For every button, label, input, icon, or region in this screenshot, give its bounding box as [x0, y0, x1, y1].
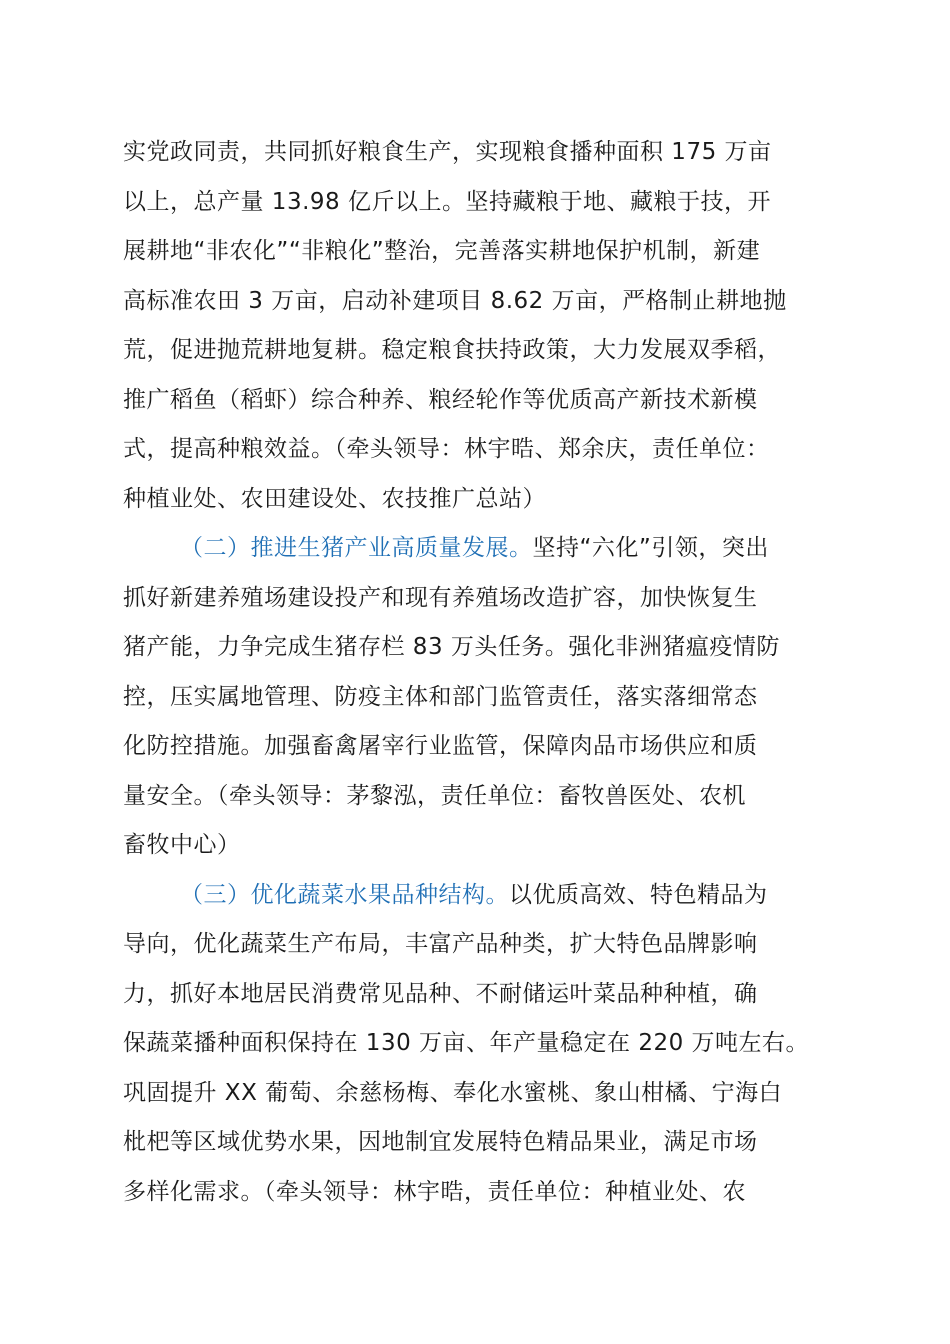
- paragraph-vegetables-fruit: [123, 871, 841, 1218]
- text-line: 多样化需求。（牵头领导：林宇晧，责任单位：种植业处、农: [123, 1178, 746, 1205]
- document-body: [123, 128, 841, 1217]
- text-line: 抓好新建养殖场建设投产和现有养殖场改造扩容，加快恢复生: [123, 584, 758, 611]
- paragraph-pig-industry: [123, 524, 841, 871]
- text-line: 式，提高种粮效益。（牵头领导：林宇晧、郑余庆，责任单位：: [123, 436, 770, 462]
- text-line: 巩固提升 XX 葡萄、余慈杨梅、奉化水蜜桃、象山柑橘、宁海白: [123, 1079, 783, 1106]
- text-line: 保蔬菜播种面积保持在 130 万亩、年产量稳定在 220 万吨左右。: [123, 1030, 810, 1056]
- text-run: 以优质高效、特色精品为: [509, 881, 768, 908]
- text-run: 坚持“六化”引领，突出: [532, 535, 769, 561]
- text-line: 量安全。（牵头领导：茅黎泓，责任单位：畜牧兽医处、农机: [123, 782, 746, 809]
- text-line: 畜牧中心）: [123, 832, 241, 858]
- text-line: 推广稻鱼（稻虾）综合种养、粮经轮作等优质高产新技术新模: [123, 386, 758, 413]
- text-line: 种植业处、农田建设处、农技推广总站）: [123, 485, 546, 512]
- text-line: 高标准农田 3 万亩，启动补建项目 8.62 万亩，严格制止耕地抛: [123, 287, 787, 314]
- text-line-first: [123, 524, 841, 574]
- section-heading: （三）优化蔬菜水果品种结构。: [180, 881, 509, 908]
- text-line: 荒，促进抛荒耕地复耕。稳定粮食扶持政策，大力发展双季稻，: [123, 337, 781, 363]
- text-line: 导向，优化蔬菜生产布局，丰富产品种类，扩大特色品牌影响: [123, 931, 758, 957]
- text-line: 实党政同责，共同抓好粮食生产，实现粮食播种面积 175 万亩: [123, 139, 772, 165]
- text-line: 猪产能，力争完成生猪存栏 83 万头任务。强化非洲猪瘟疫情防: [123, 634, 780, 660]
- section-heading: （二）推进生猪产业高质量发展。: [180, 535, 533, 561]
- text-line: 以上，总产量 13.98 亿斤以上。坚持藏粮于地、藏粮于技，开: [123, 188, 771, 215]
- text-line-first: [123, 871, 841, 921]
- paragraph-grain-production: [123, 128, 841, 524]
- text-line: 展耕地“非农化”“非粮化”整治，完善落实耕地保护机制，新建: [123, 238, 761, 264]
- text-line: 化防控措施。加强畜禽屠宰行业监管，保障肉品市场供应和质: [123, 733, 758, 759]
- text-line: 力，抓好本地居民消费常见品种、不耐储运叶菜品种种植，确: [123, 980, 758, 1007]
- text-line: 枇杷等区域优势水果，因地制宜发展特色精品果业，满足市场: [123, 1129, 758, 1155]
- text-line: 控，压实属地管理、防疫主体和部门监管责任，落实落细常态: [123, 683, 758, 710]
